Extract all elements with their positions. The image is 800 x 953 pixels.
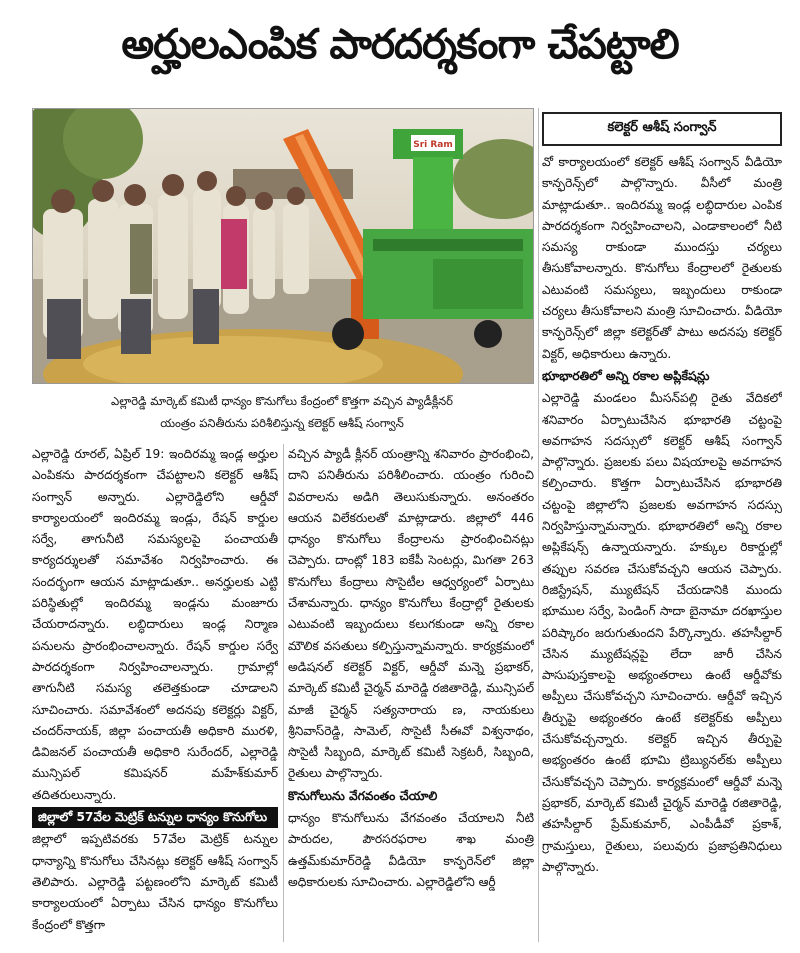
subheading: భూభారతిలో అన్ని రకాల అప్లికేషన్లు	[542, 368, 710, 383]
article-column-2	[288, 444, 534, 942]
photo-illustration	[33, 109, 533, 383]
subheading: జిల్లాలో 57వేల మెట్రిక్ టన్నుల ధాన్యం కొనుగోలు	[32, 807, 278, 828]
headline: అర్హులఎంపిక పారదర్శకంగా చేపట్టాలి	[121, 20, 679, 68]
paragraph: జిల్లాలో ఇప్పటివరకు 57వేల మెట్రిక్ టన్నుల ధాన్యాన్ని కొనుగోలు చేసినట్లు కలెక్టర్ ఆశీష్ సంగ్వాన్ తెలిపారు. ఎల్లారెడ్డి పట్టణంలోని మార్కెట్ కమిటీ కార్యాలయంలో ఏర్పాటు చేసిన ధాన్యం కొనుగోలు కేంద్రంలో కొత్తగా	[32, 832, 278, 932]
article-column-1	[32, 444, 278, 942]
news-article	[12, 8, 788, 946]
byline-box: కలెక్టర్ ఆశీష్ సంగ్వాన్	[542, 112, 782, 146]
column-divider	[283, 444, 284, 942]
paragraph: వో కార్యాలయంలో కలెక్టర్ ఆశీష్ సంగ్వాన్ వీడియో కాన్ఫరెన్స్‌లో పాల్గొన్నారు. వీసీలో మంత్రి మాట్లాడుతూ.. ఇందిరమ్మ ఇండ్ల లబ్ధిదారుల ఎంపిక పారదర్శకంగా నిర్వహించాలని, ఎండాకాలంలో నీటి సమస్య రాకుండా ముందస్తు చర్యలు తీసుకోవాలన్నారు. కొనుగోలు కేంద్రాలలో రైతులకు ఎటువంటి సమస్యలు, ఇబ్బందులు రాకుండా చర్యలు తీసుకోవాలని మంత్రి సూచించారు. వీడియో కాన్ఫరెన్స్‌లో జిల్లా కలెక్టర్‌తో పాటు అదనపు కలెక్టర్ విక్టర్, అధికారులు ఉన్నారు.	[542, 155, 782, 361]
caption-line-2: యంత్రం పనితీరును పరిశీలిస్తున్న కలెక్టర్ ఆశీష్ సంగ్వాన్	[160, 416, 404, 430]
paragraph: ఎల్లారెడ్డి మండలం మీసన్‌పల్లి రైతు వేదికలో శనివారం ఏర్పాటుచేసిన భూభారతి చట్టంపై అవగాహన సదస్సులో కలెక్టర్ ఆశీష్ సంగ్వాన్ పాల్గొన్నారు. ప్రజలకు పలు విషయాలపై అవగాహన కల్పించారు. కొత్తగా ఏర్పాటుచేసిన భూభారతి చట్టంపై జిల్లాలోని ప్రజలకు అవగాహన సదస్సు నిర్వహిస్తున్నామన్నారు. భూభారతిలో అన్ని రకాల అప్లికేషన్స్ ఉన్నాయన్నారు. హక్కుల రికార్డుల్లో తప్పుల సవరణ చేసుకోవచ్చని ఆయన చెప్పారు. రిజిస్ట్రేషన్, మ్యుటేషన్ చేయడానికి ముందు భూముల సర్వే, పెండింగ్ సాదా బైనామా దరఖాస్తుల పరిష్కారం జరుగుతుందని పేర్కొన్నారు. తహసీల్దార్ చేసిన మ్యుటేషన్లపై లేదా జారీ చేసిన పాసుపుస్తకాలపై అభ్యంతరాలు ఉంటే ఆర్డీవోకు అప్పీలు చేసుకోవచ్చని సూచించారు. ఆర్డీవో ఇచ్చిన తీర్పుపై అభ్యంతరం ఉంటే కలెక్టర్‌కు అప్పీలు చేసుకోవచ్చన్నారు. కలెక్టర్ ఇచ్చిన తీర్పుపై అభ్యంతరం ఉంటే భూమి ట్రిబ్యునల్‌కు అప్పీలు చేసుకోవచ్చని చెప్పారు. కార్యక్రమంలో ఆర్డీవో మన్నె ప్రభాకర్, మార్కెట్ కమిటీ చైర్మన్ మారెడ్డి రజితారెడ్డి, తహసీల్దార్ ప్రేమ్‌కుమార్, ఎంపీడీవో ప్రకాశ్, గ్రామస్తులు, రైతులు, పలువురు ప్రజాప్రతినిధులు పాల్గొన్నారు.	[542, 391, 782, 874]
paragraph: ధాన్యం కొనుగోలును వేగవంతం చేయాలని నీటి పారుదల, పౌరసరఫరాల శాఖ మంత్రి ఉత్తమ్‌కుమార్‌రెడ్డి వీడియో కాన్ఫరెన్‌లో జిల్లా అధికారులకు సూచించారు. ఎల్లారెడ్డిలోని ఆర్డీ	[288, 811, 534, 889]
news-photo	[32, 108, 534, 384]
subheading: కొనుగోలును వేగవంతం చేయాలి	[288, 788, 438, 803]
column-divider	[538, 108, 539, 942]
machine-brand-label: Sri Ram	[413, 140, 453, 150]
caption-line-1: ఎల్లారెడ్డి మార్కెట్ కమిటీ ధాన్యం కొనుగోలు కేంద్రంలో కొత్తగా వచ్చిన ప్యాడీక్లీనర్	[111, 394, 453, 408]
photo-caption	[32, 390, 532, 438]
paragraph: వచ్చిన ప్యాడీ క్లీనర్ యంత్రాన్ని శనివారం ప్రారంభించి, దాని పనితీరును పరిశీలించారు. యంత్రం గురించి వివరాలను అడిగి తెలుసుకున్నారు. అనంతరం ఆయన విలేకరులతో మాట్లాడారు. జిల్లాలో 446 ధాన్యం కొనుగోలు కేంద్రాలను ప్రారంభించినట్లు చెప్పారు. దాంట్లో 183 ఐకేపీ సెంటర్లు, మిగతా 263 కొనుగోలు కేంద్రాలు సొసైటీల ఆధ్వర్యంలో ఏర్పాటు చేశామన్నారు. ధాన్యం కొనుగోలు కేంద్రాల్లో రైతులకు ఎటువంటి ఇబ్బందులు కలుగకుండా అన్ని రకాల మౌలిక వసతులు కల్పిస్తున్నామన్నారు. కార్యక్రమంలో అడిషనల్ కలెక్టర్ విక్టర్, ఆర్డీవో మన్నె ప్రభాకర్, మార్కెట్ కమిటీ చైర్మన్ మారెడ్డి రజితారెడ్డి, మున్సిపల్ మాజీ చైర్మన్ సత్యనారాయ ణ, నాయకులు శ్రీనివాస్‌రెడ్డి, సామెల్, సొసైటీ సీఈవో విశ్వనాథం, సొసైటీ సిబ్బంది, మార్కెట్ కమిటీ సెక్రటరీ, సిబ్బంది, రైతులు పాల్గొన్నారు.	[288, 447, 534, 781]
paragraph: ఎల్లారెడ్డి రూరల్, ఏప్రిల్ 19: ఇందిరమ్మ ఇండ్ల అర్హుల ఎంపికను పారదర్శకంగా చేపట్టాలని కలెక్టర్ ఆశీష్ సంగ్వాన్ అన్నారు. ఎల్లారెడ్డిలోని ఆర్డీవో కార్యాలయంలో ఇందిరమ్మ ఇండ్లు, రేషన్ కార్డుల సర్వే, తాగునీటి సమస్యలపై పంచాయతీ కార్యదర్శులతో సమావేశం నిర్వహించారు. ఈ సందర్భంగా ఆయన మాట్లాడుతూ.. అనర్హులకు ఎట్టి పరిస్థితుల్లో ఇందిరమ్మ ఇండ్లను మంజూరు చేయరాదన్నారు. లబ్ధిదారులు ఇండ్ల నిర్మాణ పనులను ప్రారంభించాలన్నారు. రేషన్ కార్డుల సర్వే పారదర్శకంగా నిర్వహించాలన్నారు. గ్రామాల్లో తాగునీటి సమస్య తలెత్తకుండా చూడాలని సూచించారు. సమావేశంలో అదనపు కలెక్టర్లు విక్టర్, చందర్‌నాయక్, జిల్లా పంచాయతీ అధికారి మురళి, డివిజనల్ పంచాయతీ అధికారి సురేందర్, ఎల్లారెడ్డి మున్సిపల్ కమిషనర్ మహేశ్‌కుమార్ తదితరులున్నారు.	[32, 447, 278, 802]
article-column-3	[542, 152, 782, 942]
